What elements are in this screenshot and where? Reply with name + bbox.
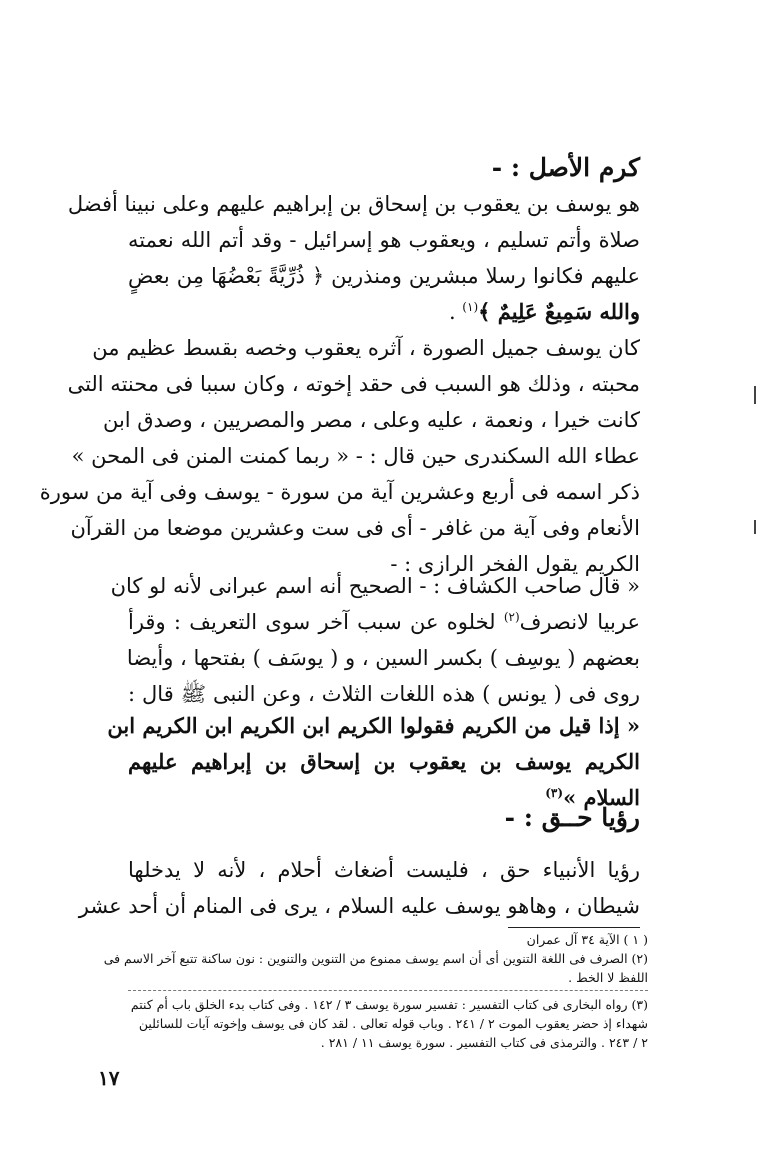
footnote-separator bbox=[128, 990, 648, 991]
text-line: ذكر اسمه فى أربع وعشرين آية من سورة - يوسف وفى آية من سورة bbox=[39, 480, 640, 504]
text-line: صلاة وأتم تسليم ، ويعقوب هو إسرائيل - وقد أتم الله نعمته bbox=[128, 228, 640, 252]
footnote-ref: (٢) bbox=[503, 610, 520, 624]
text-line bbox=[128, 294, 640, 330]
quran-verse-end: والله سَمِيعٌ عَلِيمٌ ﴾ bbox=[478, 299, 640, 324]
text-line: كان يوسف جميل الصورة ، آثره يعقوب وخصه بقسط عظيم من bbox=[92, 336, 640, 360]
text-fragment: عربيا لانصرف bbox=[519, 610, 640, 634]
text-fragment: السلام » bbox=[563, 785, 640, 810]
text-line: روى فى ( يونس ) هذه اللغات الثلاث ، وعن النبى ﷺ قال : bbox=[128, 682, 640, 706]
footnote-divider bbox=[508, 927, 640, 928]
footnote-3-cont: شهداء إذ حضر يعقوب الموت ٢ / ٢٤١ . وباب قوله تعالى . لقد كان فى يوسف وإخوته آيات للسائلين bbox=[138, 1016, 648, 1031]
footnote-2: (٢) الصرف فى اللغة التنوين أى أن اسم يوسف ممنوع من التنوين والتنوين : نون ساكنة تتبع آخر الاسم فى bbox=[103, 951, 648, 966]
text-line: هو يوسف بن يعقوب بن إسحاق بن إبراهيم عليهم وعلى نبينا أفضل bbox=[67, 192, 640, 216]
text-line: « إذا قيل من الكريم فقولوا الكريم ابن الكريم ابن الكريم ابن bbox=[107, 713, 640, 738]
text-line: عليهم فكانوا رسلا مبشرين ومنذرين ﴿ ذُرِّيَّةً بَعْضُهَا مِن بعضٍ bbox=[128, 264, 640, 288]
text-line: شيطان ، وهاهو يوسف عليه السلام ، يرى فى المنام أن أحد عشر bbox=[78, 894, 640, 918]
text-line: عطاء الله السكندرى حين قال : - « ربما كمنت المنن فى المحن » bbox=[71, 444, 640, 468]
section-heading: رؤيا حــق : - bbox=[504, 803, 640, 832]
text-line: الكريم يوسف بن يعقوب بن إسحاق بن إبراهيم عليهم bbox=[128, 749, 640, 774]
footnote-3: (٣) رواه البخارى فى كتاب التفسير : تفسير سورة يوسف ٣ / ١٤٢ . وفى كتاب بدء الخلق باب أم كنتم bbox=[130, 997, 648, 1012]
text-line: كانت خيرا ، ونعمة ، عليه وعلى ، مصر والمصريين ، وصدق ابن bbox=[102, 408, 640, 432]
footnote-1: ( ١ ) الآية ٣٤ آل عمران bbox=[526, 932, 648, 947]
text-line: « قال صاحب الكشاف : - الصحيح أنه اسم عبرانى لأنه لو كان bbox=[110, 574, 640, 598]
text-line: محبته ، وذلك هو السبب فى حقد إخوته ، وكان سببا فى محنته التى bbox=[67, 372, 640, 396]
paragraph-kashshaf bbox=[110, 568, 640, 712]
section-true-vision bbox=[128, 800, 640, 836]
section-heading: كرم الأصل : - bbox=[491, 153, 640, 182]
paragraph-prophets-dreams bbox=[78, 852, 640, 924]
paragraph-yusuf-beauty bbox=[39, 330, 640, 582]
text-line: الكريم يقول الفخر الرازى : - bbox=[390, 552, 640, 576]
punctuation: . bbox=[448, 300, 463, 324]
footnotes bbox=[103, 930, 648, 1052]
section-keram-al-asl bbox=[67, 150, 640, 330]
text-line: رؤيا الأنبياء حق ، فليست أضغاث أحلام ، لأنه لا يدخلها bbox=[128, 858, 640, 882]
text-line: بعضهم ( يوسِف ) بكسر السين ، و ( يوسَف ) بفتحها ، وأيضا bbox=[126, 646, 640, 670]
scan-edge-mark bbox=[754, 520, 756, 534]
footnote-3-cont: ٢ / ٢٤٣ . والترمذى فى كتاب التفسير . سورة يوسف ١١ / ٢٨١ . bbox=[320, 1035, 648, 1050]
page-number: ١٧ bbox=[98, 1066, 120, 1090]
footnote-ref: (٣) bbox=[545, 786, 564, 800]
text-line bbox=[128, 604, 640, 640]
scan-edge-mark bbox=[754, 386, 756, 404]
text-fragment: لخلوه عن سبب آخر سوى التعريف : وقرأ bbox=[128, 610, 504, 634]
footnote-ref: (١) bbox=[462, 300, 479, 314]
text-line: الأنعام وفى آية من غافر - أى فى ست وعشرين موضعا من القرآن bbox=[70, 516, 640, 540]
footnote-2-cont: اللفظ لا الخط . bbox=[568, 970, 648, 985]
